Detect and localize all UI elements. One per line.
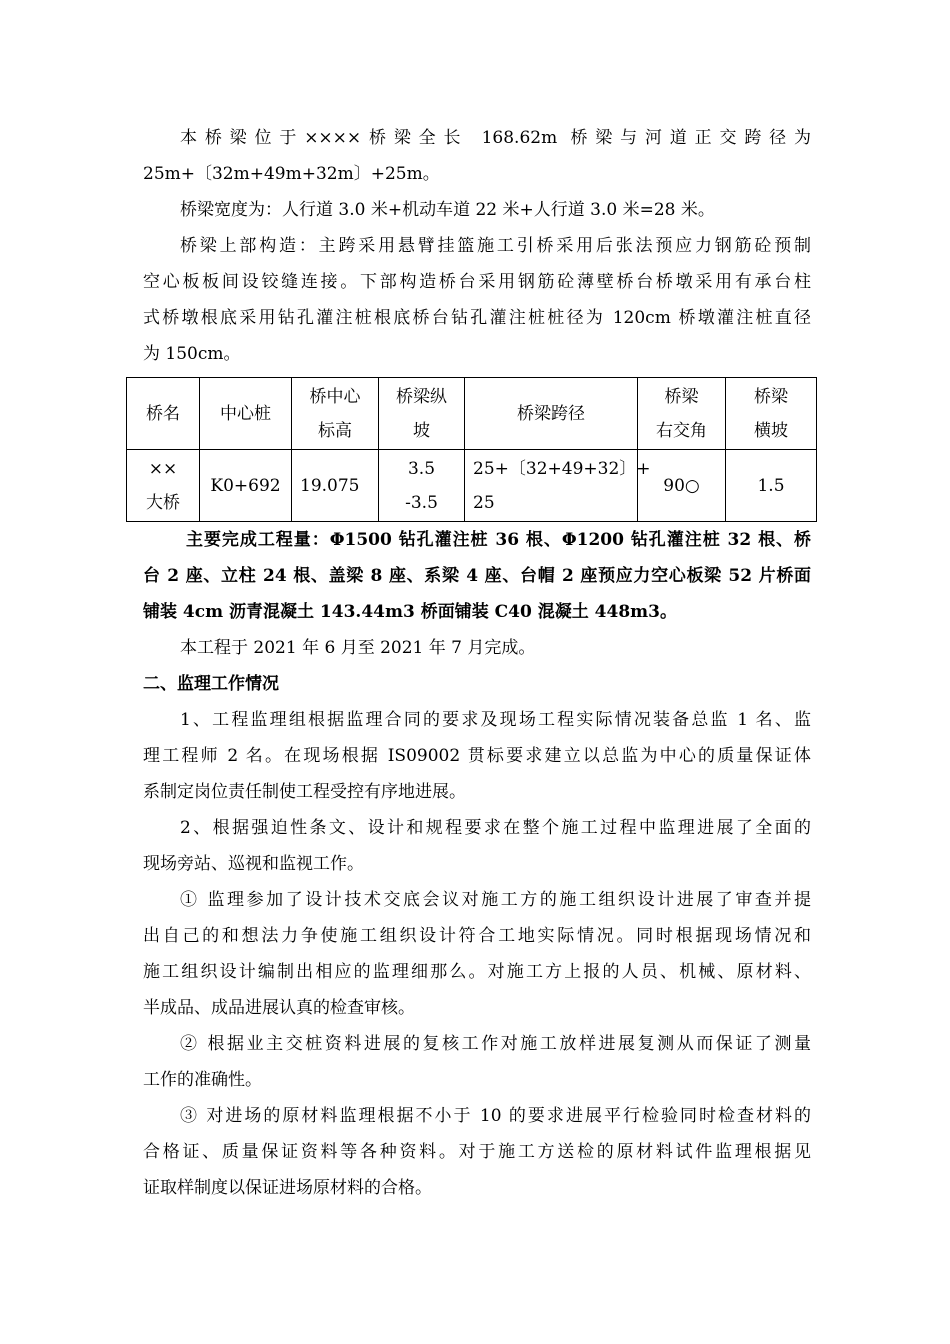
sub2-line2: 工作的准确性。 xyxy=(143,1070,262,1090)
sub1-line1: ① 监理参加了设计技术交底会议对施工方的施工组织设计进展了审查并提 xyxy=(180,890,811,910)
sub3-line1: ③ 对进场的原材料监理根据不小于 10 的要求进展平行检验同时检查材料的 xyxy=(180,1106,811,1126)
sub1-line2: 出自己的和想法力争使施工组织设计符合工地实际情况。同时根据现场情况和 xyxy=(143,926,811,946)
intro-p2: 桥梁宽度为：人行道 3.0 米+机动车道 22 米+人行道 3.0 米=28 米。 xyxy=(180,200,715,220)
intro-p3-line3: 式桥墩根底采用钻孔灌注桩根底桥台钻孔灌注桩桩径为 120cm 桥墩灌注桩直径 xyxy=(143,308,811,328)
cell-cross-slope: 1.5 xyxy=(726,450,817,522)
cell-center-pile: K0+692 xyxy=(200,450,292,522)
intro-p3-line2: 空心板板间设铰缝连接。下部构造桥台采用钢筋砼薄壁桥台桥墩采用有承台柱 xyxy=(143,272,811,292)
sub1-line3: 施工组织设计编制出相应的监理细那么。对施工方上报的人员、机械、原材料、 xyxy=(143,962,811,982)
header-bridge-name: 桥名 xyxy=(127,378,200,450)
quantities-line3: 铺装 4cm 沥青混凝土 143.44m3 桥面铺装 C40 混凝土 448m3。 xyxy=(143,602,677,622)
intro-p1-line1: 本桥梁位于××××桥梁全长 168.62m 桥梁与河道正交跨径为 xyxy=(180,128,811,148)
sub2-line1: ② 根据业主交桩资料进展的复核工作对施工放样进展复测从而保证了测量 xyxy=(180,1034,811,1054)
bridge-spec-table xyxy=(126,377,817,522)
table-row xyxy=(127,450,817,522)
header-center-elevation: 桥中心 标高 xyxy=(292,378,379,450)
intro-p3-line4: 为 150cm。 xyxy=(143,344,241,364)
header-center-pile: 中心桩 xyxy=(200,378,292,450)
intro-p3-line1: 桥梁上部构造：主跨采用悬臂挂篮施工引桥采用后张法预应力钢筋砼预制 xyxy=(180,236,811,256)
item1-line1: 1、工程监理组根据监理合同的要求及现场工程实际情况装备总监 1 名、监 xyxy=(180,710,811,730)
completion-text: 本工程于 2021 年 6 月至 2021 年 7 月完成。 xyxy=(180,638,536,658)
quantities-line2: 台 2 座、立柱 24 根、盖梁 8 座、系梁 4 座、台帽 2 座预应力空心板梁 52 片桥面 xyxy=(143,566,811,586)
quantities-line1: 主要完成工程量：Φ1500 钻孔灌注桩 36 根、Φ1200 钻孔灌注桩 32 根、桥 xyxy=(186,530,811,550)
header-longitudinal-slope: 桥梁纵 坡 xyxy=(379,378,465,450)
header-cross-slope: 桥梁 横坡 xyxy=(726,378,817,450)
sub3-line3: 证取样制度以保证进场原材料的合格。 xyxy=(143,1178,432,1198)
sub1-line4: 半成品、成品进展认真的检查审核。 xyxy=(143,998,415,1018)
cell-skew-angle: 90○ xyxy=(638,450,726,522)
item1-line3: 系制定岗位责任制使工程受控有序地进展。 xyxy=(143,782,466,802)
sub3-line2: 合格证、质量保证资料等各种资料。对于施工方送检的原材料试件监理根据见 xyxy=(143,1142,811,1162)
item2-line2: 现场旁站、巡视和监视工作。 xyxy=(143,854,364,874)
intro-p1-line2: 25m+〔32m+49m+32m〕+25m。 xyxy=(143,164,440,184)
cell-slope: 3.5 -3.5 xyxy=(379,450,465,522)
header-skew-angle: 桥梁 右交角 xyxy=(638,378,726,450)
cell-bridge-name: ×× 大桥 xyxy=(127,450,200,522)
cell-elevation: 19.075 xyxy=(292,450,379,522)
header-span: 桥梁跨径 xyxy=(465,378,638,450)
cell-span: 25+〔32+49+32〕+ 25 xyxy=(465,450,638,522)
item1-line2: 理工程师 2 名。在现场根据 IS09002 贯标要求建立以总监为中心的质量保证体 xyxy=(143,746,811,766)
table-header-row xyxy=(127,378,817,450)
item2-line1: 2、根据强迫性条文、设计和规程要求在整个施工过程中监理进展了全面的 xyxy=(180,818,811,838)
section-heading: 二、监理工作情况 xyxy=(143,674,279,694)
